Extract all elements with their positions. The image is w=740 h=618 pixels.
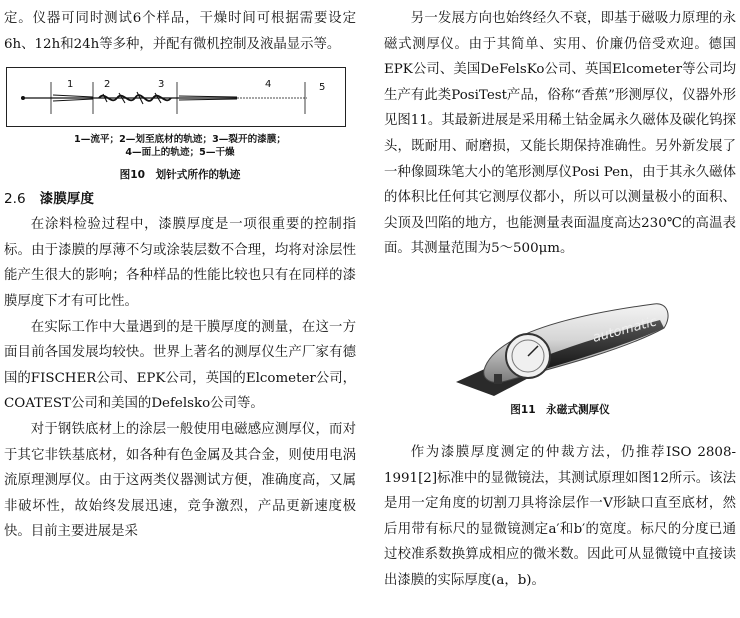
paragraph-film-thickness-intro: 在涂料检验过程中，漆膜厚度是一项很重要的控制指标。由于漆膜的厚薄不匀或涂装层数不合理，均将对涂层性能产生很大的影响；各种样品的性能比较也只有在同样的漆膜厚度下才有可比性。 <box>4 217 356 309</box>
fig10-label-1: 1 <box>67 79 74 91</box>
gauge-probe <box>494 374 502 384</box>
paragraph-drying-tester: 定。仪器可同时测试6个样品，干燥时间可根据需要设定6h、12h和24h等多种，并配有微机控制及液晶显示等。 <box>4 11 356 52</box>
figure-10-legend <box>4 133 356 159</box>
legend-line: 4—面上的轨迹；5—干燥 <box>125 147 235 159</box>
fig10-label-4: 4 <box>265 79 272 91</box>
fig10-label-5: 5 <box>319 82 326 94</box>
gauge-brand-text: automatic <box>591 314 659 346</box>
figure-10-caption: 图10 划针式所作的轨迹 <box>119 169 241 182</box>
scratch-track-drawing <box>7 68 345 126</box>
legend-line: 1—流平；2—划至底材的轨迹；3—裂开的漆膜； <box>74 134 286 146</box>
section-title: 漆膜厚度 <box>39 191 94 208</box>
right-column <box>384 6 736 594</box>
figure-10-track-diagram <box>6 67 346 127</box>
section-heading <box>4 187 356 212</box>
figure-11-caption: 图11 永磁式测厚仪 <box>510 403 610 416</box>
spacer <box>384 418 736 440</box>
fig10-label-2: 2 <box>104 79 111 91</box>
figure-11-photo <box>454 290 674 400</box>
left-column <box>4 6 356 545</box>
paragraph-magnetic-gauge: 另一发展方向也始终经久不衰，即基于磁吸力原理的永磁式测厚仪。由于其简单、实用、价廉仍倍受欢迎。德国EPK公司、美国DeFelsKo公司、英国Elcometer等公司均生产有此类PosiTest产品，俗称“香蕉”形测厚仪，仪器外形见图11。其最新进展是采用稀土钴金属永久磁体及碳化钨探头，既耐用、耐磨损，又能长期保持准确性。另外新发展了一种像圆珠笔大小的笔形测厚仪Posi Pen，由于其永久磁体的体积比任何其它测厚仪都小，所以可以测量极小的面积、尖顶及凹陷的地方，也能测量表面温度高达230℃的高温表面。其测量范围为5～500μm。 <box>384 11 736 257</box>
paragraph-dry-film-measurement: 在实际工作中大量遇到的是干膜厚度的测量，在这一方面目前各国发展均较快。世界上著名的测厚仪生产厂家有德国的FISCHER公司、EPK公司，英国的Elcometer公司，COATEST公司和美国的Defelsko公司等。 <box>4 319 356 412</box>
fig10-label-3: 3 <box>158 79 165 91</box>
magnetic-gauge-image <box>454 290 674 400</box>
paragraph-microscope-method: 作为漆膜厚度测定的仲裁方法，仍推荐ISO 2808-1991[2]标准中的显微镜法，其测试原理如图12所示。该法是用一定角度的切割刀具将涂层作一V形缺口直至底材，然后用带有标尺的显微镜测定a′和b′的宽度。标尺的分度已通过校准系数换算成相应的微米数。因此可从显微镜中直接读出漆膜的实际厚度(a，b)。 <box>384 444 736 588</box>
section-number: 2.6 <box>4 191 26 208</box>
paragraph-gauge-types: 对于钢铁底材上的涂层一般使用电磁感应测厚仪，而对于其它非铁基底材，如各种有色金属及其合金，则使用电涡流原理测厚仪。由于这两类仪器测试方便，准确度高，又属非破坏性，故始终发展迅速，竞争激烈，产品更新速度极快。目前主要进展是采 <box>4 421 356 540</box>
track-start-dot <box>21 96 25 100</box>
